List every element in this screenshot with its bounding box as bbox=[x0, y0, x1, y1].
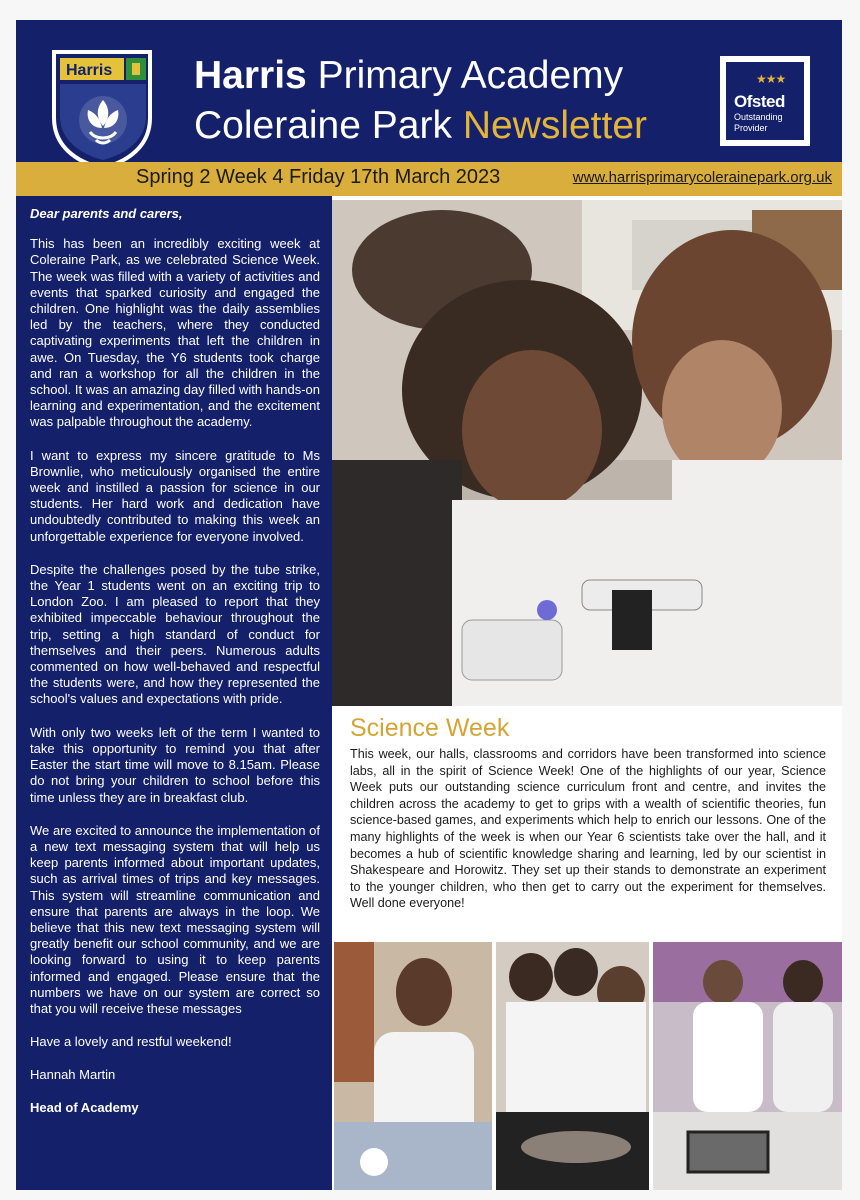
science-week-heading: Science Week bbox=[350, 714, 510, 742]
science-photo-fish-dissection bbox=[496, 942, 649, 1190]
letter-greeting: Dear parents and carers, bbox=[30, 206, 183, 221]
signature-role: Head of Academy bbox=[30, 1100, 139, 1116]
ofsted-stars-icon: ★★★ bbox=[756, 72, 786, 86]
title-coleraine-park: Coleraine Park bbox=[194, 104, 452, 147]
issue-date: Spring 2 Week 4 Friday 17th March 2023 bbox=[136, 166, 501, 188]
science-week-main-photo bbox=[332, 200, 842, 706]
newsletter-page bbox=[16, 20, 842, 1190]
ofsted-badge-inner bbox=[726, 62, 804, 140]
letter-paragraph: I want to express my sincere gratitude to Ms Brownlie, who meticulously organised the entire week and instilled a passion for science in our students. Her hard work and dedication have undoubtedly contributed to making this week an unforgettable experience for everyone involved. bbox=[30, 447, 320, 544]
header-banner bbox=[16, 20, 842, 162]
science-photo-girl-experiment bbox=[334, 942, 492, 1190]
science-photo-goggles-tray bbox=[653, 942, 842, 1190]
head-letter-column bbox=[16, 196, 332, 1190]
newsletter-title-line2 bbox=[194, 104, 647, 148]
letter-paragraph: We are excited to announce the implementation of a new text messaging system that will help us keep parents informed about important updates, such as arrival times of trips and key messages. This system will streamline communication and ensure that parents are always in the loop. We believe that this new text messaging system will greatly benefit our school community, and we are looking forward to using it to keep parents informed and engaged. Please ensure that the numbers we have on our system are correct so that you will receive these messages bbox=[30, 822, 320, 1016]
title-bold-harris: Harris bbox=[194, 54, 307, 97]
letter-paragraph: Despite the challenges posed by the tube strike, the Year 1 students went on an exciting trip to London Zoo. I am pleased to report that they exhibited impeccable behaviour throughout the trip, setting a high standard of conduct for themselves and their peers. Numerous adults commented on how well-behaved and respectful the students were, and how they represented the school's values and expectations with pride. bbox=[30, 561, 320, 707]
ofsted-name: Ofsted bbox=[734, 92, 785, 111]
ofsted-badge bbox=[720, 56, 810, 146]
letter-paragraph: With only two weeks left of the term I wanted to take this opportunity to remind you that after Easter the start time will move to 8.15am. Please do not bring your children to school before this time unless they are in breakfast club. bbox=[30, 724, 320, 805]
ofsted-subtitle bbox=[734, 112, 783, 134]
newsletter-title-line1 bbox=[194, 54, 623, 98]
harris-crest-logo bbox=[50, 48, 154, 170]
ofsted-sub-line1: Outstanding bbox=[734, 112, 783, 122]
website-link[interactable]: www.harrisprimarycolerainepark.org.uk bbox=[572, 169, 832, 186]
title-primary-academy: Primary Academy bbox=[317, 54, 624, 97]
letter-paragraph: This has been an incredibly exciting week at Coleraine Park, as we celebrated Science Week. The week was filled with a variety of activities and events that sparked curiosity and engaged the children. One highlight was the daily assemblies led by the teachers, where they conducted captivating experiments that left the children in awe. On Tuesday, the Y6 students took charge and ran a workshop for all the children in the school. It was an amazing day filled with hands-on learning and experimentation, and the excitement was palpable throughout the academy. bbox=[30, 236, 320, 430]
logo-harris-text: Harris bbox=[66, 62, 113, 79]
signature-name: Hannah Martin bbox=[30, 1067, 116, 1083]
science-week-body: This week, our halls, classrooms and corridors have been transformed into science labs, all in the spirit of Science Week! One of the highlights of our year, Science Week puts our outstanding science curriculum front and centre, and invites the children across the academy to get to grips with a wealth of scientific theories, fun science-based games, and experiments which help to enrich our lessons. One of the many highlights of the week is when our Year 6 scientists take over the hall, and it becomes a hub of scientific knowledge sharing and learning, led by our scientist in Shakespeare and Horowitz. They set up their stands to demonstrate an experiment to the younger children, who then get to carry out the experiment for themselves. Well done everyone! bbox=[350, 747, 826, 911]
letter-closing: Have a lovely and restful weekend! bbox=[30, 1034, 232, 1050]
ofsted-sub-line2: Provider bbox=[734, 123, 768, 133]
title-newsletter: Newsletter bbox=[462, 104, 648, 147]
date-strip bbox=[16, 162, 842, 196]
